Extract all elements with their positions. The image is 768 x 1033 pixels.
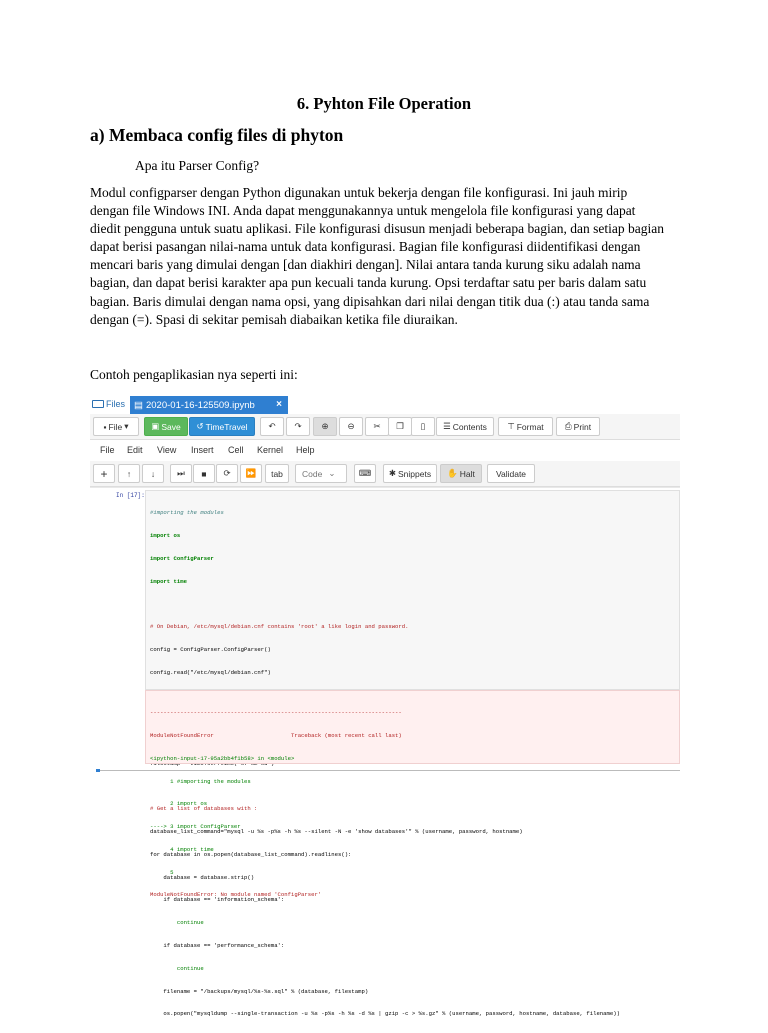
- timetravel-button[interactable]: [189, 417, 255, 436]
- output-line: 2 import os: [150, 800, 208, 808]
- paragraph-line: dapat berisi pasangan nilai-nama untuk data konfigurasi. Bagian file konfigurasi diidentifikasi dengan: [90, 239, 641, 255]
- code-line: os.popen("mysqldump --single-transaction -u %s -p%s -h %s -d %s | gzip -c > %s.gz" % (username, password, hostname, database, filename)): [150, 1010, 620, 1018]
- notebook-tab[interactable]: [130, 396, 288, 414]
- output-line: <ipython-input-17-95a2bb4f1b58> in <module>: [150, 754, 295, 762]
- halt-button[interactable]: [440, 464, 482, 483]
- paragraph-line: diedit pengguna untuk suatu aplikasi. File konfigurasi disusun menjadi beberapa bagian, dan setiap bagian: [90, 221, 664, 237]
- menu-kernel[interactable]: Kernel: [257, 445, 284, 455]
- output-line: ---------------------------------------------------------------------------: [150, 709, 402, 717]
- redo-button[interactable]: [286, 417, 310, 436]
- example-intro: Contoh pengaplikasian nya seperti ini:: [90, 367, 298, 382]
- paragraph-line: bagian. Baris dimulai dengan nama opsi, yang dipisahkan dari nilai dengan titik dua (:) atau tanda sama: [90, 293, 650, 309]
- halt-label: Halt: [459, 468, 475, 479]
- code-line: config.read("/etc/mysql/debian.cnf"): [150, 668, 271, 676]
- code-line: #importing the modules: [150, 509, 224, 517]
- scissors-icon: ✂: [373, 421, 381, 431]
- undo-button[interactable]: [260, 417, 284, 436]
- run-all-button[interactable]: [240, 464, 262, 483]
- code-line: for database in os.popen(database_list_command).readlines():: [150, 850, 352, 858]
- copy-button[interactable]: [388, 417, 412, 436]
- move-down-button[interactable]: [142, 464, 164, 483]
- puzzle-icon: ✱: [388, 468, 397, 478]
- files-tab[interactable]: [92, 399, 125, 409]
- scroll-marker: [96, 769, 100, 772]
- code-line: import ConfigParser: [150, 554, 214, 562]
- output-line: ModuleNotFoundError Traceback (most recent call last): [150, 731, 402, 739]
- clipboard-icon: ▯: [420, 421, 426, 431]
- cell-type-select[interactable]: [295, 464, 347, 483]
- timetravel-label: TimeTravel: [205, 421, 248, 432]
- toolbar-divider: [90, 487, 680, 488]
- paragraph-line: dengan file Windows INI. Anda dapat menggunakannya untuk mengelola file konfigurasi yang dapat: [90, 203, 636, 219]
- close-icon[interactable]: ×: [276, 399, 282, 410]
- format-button[interactable]: [498, 417, 553, 436]
- zoom-out-button[interactable]: [339, 417, 363, 436]
- list-icon: ☰: [443, 421, 451, 431]
- folder-icon: [92, 400, 104, 408]
- keyboard-icon: ⌨: [358, 468, 372, 478]
- fast-forward-icon: ⏩: [245, 468, 257, 478]
- code-line: database_list_command="mysql -u %s -p%s -h %s --silent -N -e 'show databases'" % (username, password, hostname): [150, 828, 523, 836]
- stop-icon: ■: [201, 468, 207, 479]
- zoom-in-icon: ⊕: [321, 421, 329, 431]
- paragraph-line: Modul configparser dengan Python digunakan untuk bekerja dengan file konfigurasi. Ini jauh mirip: [90, 185, 628, 200]
- output-line: 5: [150, 868, 174, 876]
- code-line: config = ConfigParser.ConfigParser(): [150, 645, 271, 653]
- menu-cell[interactable]: Cell: [228, 445, 244, 455]
- section-heading: a) Membaca config files di phyton: [90, 125, 344, 145]
- run-cell-button[interactable]: [170, 464, 192, 483]
- code-line: if database == 'performance_schema':: [150, 942, 285, 950]
- menu-file[interactable]: File: [100, 445, 115, 455]
- code-line: if database == 'information_schema':: [150, 896, 285, 904]
- code-line: filename = "/backups/mysql/%s-%s.sql" % (database, filestamp): [150, 987, 369, 995]
- save-label: Save: [161, 421, 181, 432]
- output-line: 4 import time: [150, 845, 214, 853]
- zoom-out-icon: ⊖: [347, 421, 355, 431]
- paragraph-line: mencari baris yang dimulai dengan [dan diakhiri dengan]. Nilai antara tanda kurung siku adalah nama: [90, 257, 641, 273]
- history-icon: ↺: [196, 421, 204, 431]
- paragraph-line: bagian, dan dapat berisi karakter apa pun kecuali tanda kurung. Opsi terdaftar satu per baris dalam satu: [90, 275, 647, 291]
- cell-prompt: In [17]:: [116, 492, 145, 499]
- sitemap-icon: ⊤: [507, 421, 515, 431]
- move-up-button[interactable]: [118, 464, 140, 483]
- contents-label: Contents: [452, 421, 487, 432]
- output-line: 1 #importing the modules: [150, 777, 251, 785]
- output-line: ----> 3 import ConfigParser: [150, 823, 241, 831]
- bottom-rule: [96, 770, 680, 771]
- code-line: # Get a list of databases with :: [150, 805, 258, 813]
- save-button[interactable]: [144, 417, 188, 436]
- menu-edit[interactable]: Edit: [127, 445, 143, 455]
- add-cell-button[interactable]: [93, 464, 115, 483]
- hand-icon: ✋: [447, 468, 458, 478]
- menu-view[interactable]: View: [157, 445, 177, 455]
- file-button-label: File: [108, 421, 123, 432]
- file-icon: ▪: [103, 421, 107, 432]
- plus-icon: +: [100, 466, 108, 481]
- print-label: Print: [573, 421, 592, 432]
- menu-help[interactable]: Help: [296, 445, 315, 455]
- paragraph-line: dengan (=). Spasi di sekitar pemisah diabaikan ketika file diuraikan.: [90, 311, 458, 327]
- code-line: import time: [150, 577, 187, 585]
- arrow-down-icon: ↓: [150, 468, 156, 479]
- print-button[interactable]: [556, 417, 600, 436]
- snippets-button[interactable]: [383, 464, 437, 483]
- restart-button[interactable]: [216, 464, 238, 483]
- code-line: database = database.strip(): [150, 873, 255, 881]
- question-text: Apa itu Parser Config?: [135, 158, 260, 173]
- menu-insert[interactable]: Insert: [191, 445, 214, 455]
- code-line: [150, 600, 675, 608]
- code-line: # On Debian, /etc/mysql/debian.cnf contains 'root' a like login and password.: [150, 623, 409, 631]
- snippets-label: Snippets: [398, 468, 432, 479]
- zoom-in-button[interactable]: [313, 417, 337, 436]
- keyboard-button[interactable]: [354, 464, 376, 483]
- body-paragraph: [90, 184, 682, 329]
- main-toolbar: [90, 414, 680, 440]
- redo-icon: ↷: [294, 421, 302, 431]
- refresh-icon: ⟳: [223, 468, 231, 478]
- code-line: continue: [150, 919, 204, 927]
- file-menu-button[interactable]: [93, 417, 139, 436]
- code-line: import os: [150, 531, 181, 539]
- cell-type-value: Code: [302, 468, 323, 479]
- paste-button[interactable]: [411, 417, 435, 436]
- notebook-tab-label: 2020-01-16-125509.ipynb: [145, 399, 255, 411]
- undo-icon: ↶: [268, 421, 276, 431]
- validate-button[interactable]: [487, 464, 535, 483]
- code-line: continue: [150, 964, 204, 972]
- tab-button[interactable]: [265, 464, 289, 483]
- tab-label: tab: [271, 468, 283, 479]
- caret-down-icon: ▾: [124, 421, 129, 431]
- notebook-screenshot: [90, 396, 680, 1018]
- validate-label: Validate: [495, 468, 527, 479]
- stop-button[interactable]: [193, 464, 215, 483]
- save-icon: ▣: [151, 421, 160, 431]
- printer-icon: ⎙: [564, 421, 572, 431]
- step-forward-icon: ⏭: [177, 468, 185, 478]
- copy-icon: ❐: [396, 421, 404, 431]
- arrow-up-icon: ↑: [126, 468, 132, 479]
- chevron-down-icon: ⌄: [328, 468, 336, 478]
- output-line: ModuleNotFoundError: No module named 'ConfigParser': [150, 891, 322, 899]
- tab-bar: [90, 396, 680, 414]
- cell-toolbar: [90, 461, 680, 487]
- notebook-file-icon: ▤: [134, 399, 143, 411]
- format-label: Format: [516, 421, 544, 432]
- menu-bar: [90, 440, 680, 461]
- cut-button[interactable]: [365, 417, 389, 436]
- document-title: 6. Pyhton File Operation: [296, 94, 472, 113]
- files-tab-label: Files: [106, 399, 126, 409]
- contents-button[interactable]: [436, 417, 494, 436]
